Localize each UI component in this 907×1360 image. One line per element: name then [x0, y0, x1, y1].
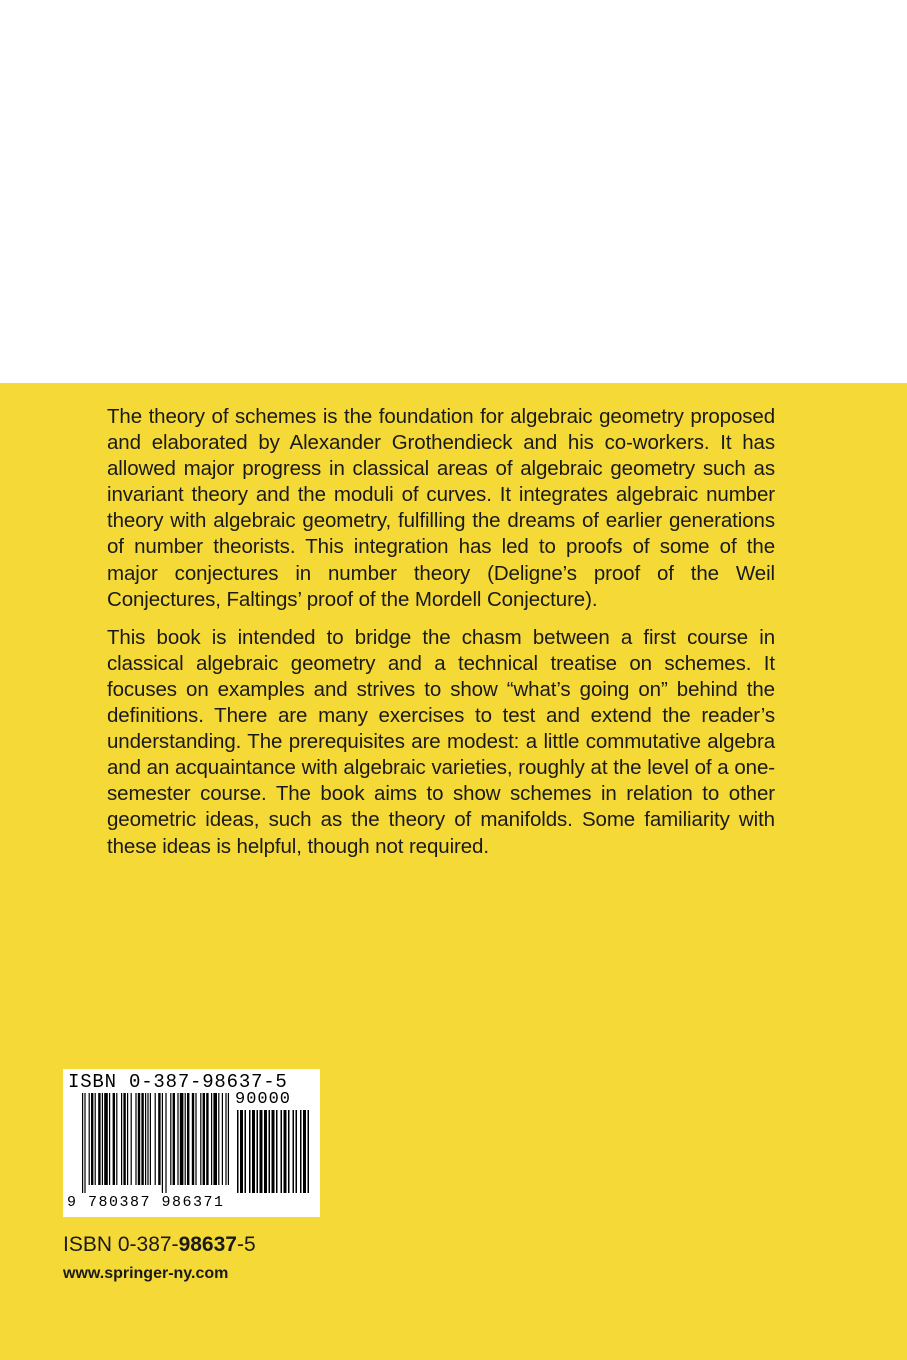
- barcode-bar: [218, 1093, 219, 1185]
- barcode-digits: 9 780387 986371: [67, 1194, 225, 1211]
- barcode-bar: [113, 1093, 115, 1185]
- barcode-bar: [180, 1093, 184, 1185]
- cover-top-area: [0, 0, 907, 383]
- barcode-bar: [249, 1110, 251, 1193]
- barcode-bar: [192, 1093, 194, 1185]
- barcode-bar: [104, 1093, 108, 1185]
- isbn-number: [63, 1233, 256, 1257]
- barcode-bar: [200, 1093, 201, 1185]
- barcode-bar: [276, 1110, 278, 1193]
- barcode-bar: [145, 1093, 146, 1185]
- barcode-bar: [158, 1093, 160, 1185]
- barcode-bar: [131, 1093, 132, 1185]
- barcode-bar: [308, 1110, 310, 1193]
- barcode-bar: [177, 1093, 178, 1185]
- barcode-bar: [109, 1093, 110, 1185]
- barcode-bar: [82, 1093, 83, 1193]
- barcode-bar: [84, 1093, 85, 1193]
- barcode-bar: [211, 1093, 212, 1185]
- barcode-bar: [185, 1093, 186, 1185]
- barcode-bar: [141, 1093, 143, 1185]
- barcode-bar: [162, 1093, 163, 1193]
- barcode-bar: [195, 1093, 196, 1185]
- barcode-bar: [206, 1093, 208, 1185]
- barcode-bars: [82, 1093, 230, 1193]
- barcode-bar: [272, 1110, 275, 1193]
- barcode-bar: [155, 1093, 156, 1185]
- barcode-bar: [116, 1093, 117, 1185]
- barcode-bar: [296, 1110, 298, 1193]
- barcode-bar: [135, 1093, 136, 1185]
- barcode-price-code: 90000: [235, 1090, 292, 1109]
- barcode-bar: [264, 1110, 267, 1193]
- barcode-bar: [228, 1093, 229, 1185]
- description-paragraph-1: The theory of schemes is the foundation for algebraic geometry proposed and elaborated by Alexander Grothendieck and his co-workers. It has allowed major progress in classical areas of algebraic geometry such as invariant theory and the moduli of curves. It integrates algebraic number theory with algebraic geometry, fulfilling the dreams of earlier generations of number theorists. This integration has led to proofs of some of the major conjectures in number theory (Deligne’s proof of the Weil Conjectures, Faltings’ proof of the Mordell Conjecture).: [107, 405, 775, 611]
- barcode-bar: [269, 1110, 271, 1193]
- barcode-bar: [102, 1093, 103, 1185]
- barcode-bar: [170, 1093, 171, 1185]
- barcode-bar: [300, 1110, 302, 1193]
- barcode-bar: [138, 1093, 140, 1185]
- barcode-bar: [123, 1093, 125, 1185]
- description-paragraph-2: This book is intended to bridge the chasm between a first course in classical algebraic geometry and a technical treatise on schemes. It focuses on examples and strives to show “what’s going on” behind the definitions. There are many exercises to test and extend the reader’s understanding. The prerequisites are modest: a little commutative algebra and an acquaintance with algebraic varieties, roughly at the level of a one-semester course. The book aims to show schemes in relation to other geometric ideas, such as the theory of manifolds. Some familiarity with these ideas is helpful, though not required.: [107, 625, 775, 858]
- isbn-suffix: -5: [236, 1233, 256, 1256]
- barcode-bar: [187, 1093, 189, 1185]
- barcode-bar: [237, 1110, 239, 1193]
- barcode-bar: [147, 1093, 148, 1185]
- barcode-bar: [252, 1110, 255, 1193]
- barcode-bar: [245, 1110, 247, 1193]
- barcode-bar: [121, 1093, 122, 1185]
- barcode-bar: [91, 1093, 93, 1185]
- barcode-bar: [240, 1110, 243, 1193]
- isbn-prefix: ISBN 0-387-: [63, 1233, 179, 1256]
- barcode-bar: [98, 1093, 100, 1185]
- barcode-bar: [284, 1110, 287, 1193]
- barcode-isbn-label: ISBN 0-387-98637-5: [68, 1071, 288, 1093]
- barcode-bar: [89, 1093, 90, 1185]
- barcode-bar: [165, 1093, 166, 1193]
- barcode-bar: [127, 1093, 128, 1185]
- barcode-bar: [213, 1093, 217, 1185]
- isbn-barcode: [63, 1069, 320, 1217]
- barcode-addon-bars: [237, 1110, 315, 1193]
- barcode-bar: [260, 1110, 263, 1193]
- barcode-bar: [203, 1093, 205, 1185]
- barcode-bar: [281, 1110, 283, 1193]
- barcode-bar: [225, 1093, 226, 1185]
- barcode-bar: [95, 1093, 96, 1185]
- barcode-bar: [222, 1093, 223, 1185]
- barcode-bar: [257, 1110, 259, 1193]
- publisher-website: www.springer-ny.com: [63, 1265, 229, 1282]
- barcode-bar: [150, 1093, 151, 1185]
- barcode-bar: [173, 1093, 175, 1185]
- barcode-bar: [303, 1110, 306, 1193]
- barcode-bar: [293, 1110, 295, 1193]
- isbn-bold-part: 98637: [178, 1233, 237, 1256]
- barcode-bar: [288, 1110, 290, 1193]
- book-description: [107, 404, 775, 872]
